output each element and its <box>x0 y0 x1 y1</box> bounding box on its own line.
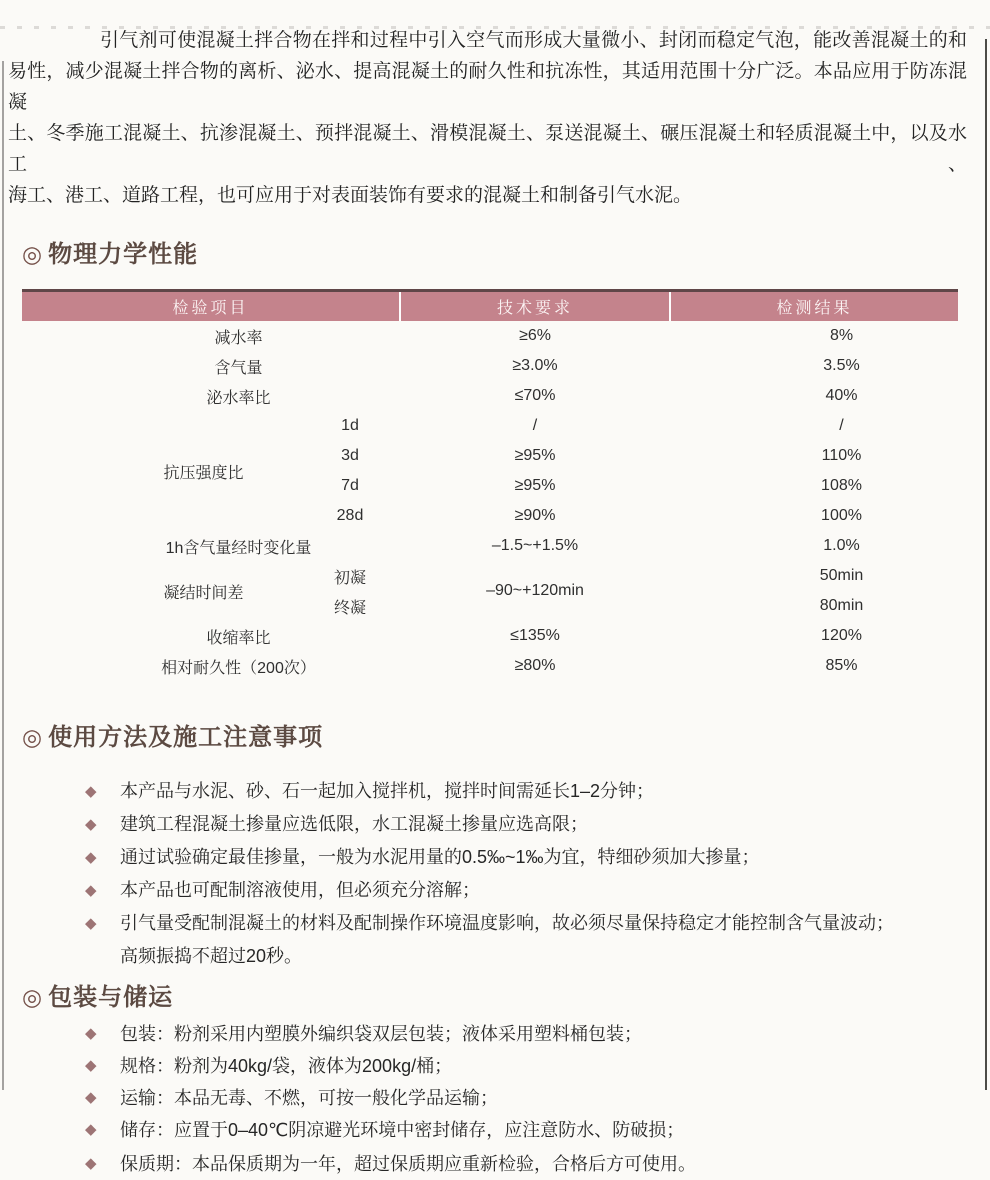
scan-edge-left-line <box>2 61 4 1090</box>
list-item-text: 本产品也可配制溶液使用，但必须充分溶解； <box>120 880 480 900</box>
section-title-packing <box>0 981 990 1014</box>
double-circle-icon: ◎ <box>22 241 44 267</box>
cell-result: 108% <box>821 477 862 494</box>
cell-req: ≥95% <box>514 447 556 464</box>
diamond-bullet-icon: ◆ <box>85 1121 97 1138</box>
table-header-row <box>22 291 958 322</box>
intro-line: 易性，减少混凝土拌合物的离析、泌水、提高混凝土的耐久性和抗冻性，其适用范围十分广泛。本品应用于防冻混凝 <box>8 61 967 113</box>
cell-req: ≤70% <box>514 387 556 404</box>
list-item-text: 包装：粉剂采用内塑膜外编织袋双层包装；液体采用塑料桶包装； <box>120 1024 642 1044</box>
cell-result: 40% <box>825 387 858 404</box>
packing-bullet-list <box>0 1018 990 1180</box>
cell-result: 3.5% <box>823 357 860 374</box>
cell-item: 1h含气量经时变化量 <box>165 539 312 557</box>
section-title-text: 包装与储运 <box>48 984 174 1011</box>
cell-result: 110% <box>821 447 862 464</box>
list-item <box>0 874 990 907</box>
intro-paragraph <box>8 25 967 211</box>
list-item <box>0 1050 990 1082</box>
cell-subitem: 终凝 <box>334 599 367 617</box>
list-item-text: 建筑工程混凝土掺量应选低限，水工混凝土掺量应选高限； <box>120 814 588 834</box>
list-item-text: 通过试验确定最佳掺量，一般为水泥用量的0.5‰~1‰为宜，特细砂须加大掺量； <box>120 847 760 867</box>
cell-result: 50min <box>819 567 864 584</box>
properties-table <box>22 289 958 681</box>
list-item-text: 引气量受配制混凝土的材料及配制操作环境温度影响，故必须尽量保持稳定才能控制含气量波动； <box>120 913 894 933</box>
cell-result: 1.0% <box>823 537 860 554</box>
cell-result: 8% <box>829 327 854 344</box>
scan-edge-right-line <box>985 39 987 1090</box>
cell-req: ≤135% <box>510 627 560 644</box>
double-circle-icon: ◎ <box>22 724 44 750</box>
column-header-req: 技术要求 <box>400 291 670 322</box>
column-header-result: 检测结果 <box>670 291 958 322</box>
list-item-text: 高频振捣不超过20秒。 <box>120 946 303 966</box>
cell-item: 凝结时间差 <box>163 584 244 602</box>
table-row <box>22 621 958 651</box>
cell-result: 80min <box>819 597 864 614</box>
table-row <box>22 531 958 561</box>
cell-item: 减水率 <box>214 329 263 347</box>
intro-line: 引气剂可使混凝土拌合物在拌和过程中引入空气而形成大量微小、封闭而稳定气泡，能改善混凝土的和 <box>100 30 967 51</box>
cell-subitem: 1d <box>341 417 359 434</box>
cell-result: / <box>839 417 844 434</box>
cell-req: ≥95% <box>514 477 556 494</box>
section-title-text: 物理力学性能 <box>48 241 199 268</box>
double-circle-icon: ◎ <box>22 984 44 1010</box>
list-item-text: 运输：本品无毒、不燃，可按一般化学品运输； <box>120 1088 498 1108</box>
list-item <box>0 1018 990 1050</box>
diamond-bullet-icon: ◆ <box>85 1057 97 1074</box>
list-item-text: 本产品与水泥、砂、石一起加入搅拌机，搅拌时间需延长1–2分钟； <box>120 781 655 801</box>
cell-result: 120% <box>821 627 862 644</box>
diamond-bullet-icon: ◆ <box>85 1155 97 1172</box>
cell-req: ≥3.0% <box>512 357 558 374</box>
cell-result: 100% <box>821 507 862 524</box>
cell-subitem: 7d <box>341 477 359 494</box>
table-row <box>22 411 958 441</box>
list-item-text: 储存：应置于0–40℃阴凉避光环境中密封储存，应注意防水、防破损； <box>120 1120 685 1140</box>
cell-item: 泌水率比 <box>206 389 271 407</box>
intro-line: 海工、港工、道路工程，也可应用于对表面装饰有要求的混凝土和制备引气水泥。 <box>8 185 693 206</box>
cell-item: 含气量 <box>214 359 263 377</box>
cell-req: ≥80% <box>514 657 556 674</box>
cell-item: 抗压强度比 <box>163 464 244 482</box>
diamond-bullet-icon: ◆ <box>85 816 97 833</box>
diamond-bullet-icon: ◆ <box>85 1025 97 1042</box>
section-title-usage <box>0 721 990 754</box>
diamond-bullet-icon: ◆ <box>85 882 97 899</box>
section-title-text: 使用方法及施工注意事项 <box>48 724 324 751</box>
list-item-truncated <box>0 1146 990 1180</box>
cell-subitem: 28d <box>336 507 364 524</box>
cell-req: –90~+120min <box>486 582 584 599</box>
section-title-physical <box>0 238 990 271</box>
cell-subitem: 初凝 <box>334 569 367 587</box>
usage-bullet-list <box>0 775 990 973</box>
list-item-text: 规格：粉剂为40kg/袋，液体为200kg/桶； <box>120 1056 453 1076</box>
list-item <box>0 808 990 841</box>
cell-req: / <box>532 417 538 434</box>
list-item <box>0 775 990 808</box>
cell-subitem: 3d <box>341 447 359 464</box>
table-row <box>22 651 958 681</box>
list-item-text: 保质期：本品保质期为一年，超过保质期应重新检验，合格后方可使用。 <box>120 1154 696 1174</box>
cell-result: 85% <box>825 657 858 674</box>
scan-top-artifact <box>0 26 990 29</box>
cell-req: –1.5~+1.5% <box>491 537 579 554</box>
diamond-bullet-icon: ◆ <box>85 849 97 866</box>
diamond-bullet-icon: ◆ <box>85 1089 97 1106</box>
column-header-item: 检验项目 <box>22 291 400 322</box>
table-row <box>22 381 958 411</box>
list-item <box>0 1082 990 1114</box>
list-item <box>0 1114 990 1146</box>
table-row <box>22 561 958 591</box>
cell-req: ≥90% <box>514 507 556 524</box>
cell-req: ≥6% <box>519 327 551 344</box>
list-item <box>0 841 990 874</box>
diamond-bullet-icon: ◆ <box>85 783 97 800</box>
cell-item: 收缩率比 <box>206 629 271 647</box>
table-row <box>22 351 958 381</box>
list-item <box>0 907 990 973</box>
cell-item: 相对耐久性（200次） <box>161 659 316 677</box>
diamond-bullet-icon: ◆ <box>85 915 97 932</box>
intro-line: 土、冬季施工混凝土、抗渗混凝土、预拌混凝土、滑模混凝土、泵送混凝土、碾压混凝土和轻质混凝土中，以及水工、 <box>8 123 967 175</box>
table-row <box>22 321 958 351</box>
